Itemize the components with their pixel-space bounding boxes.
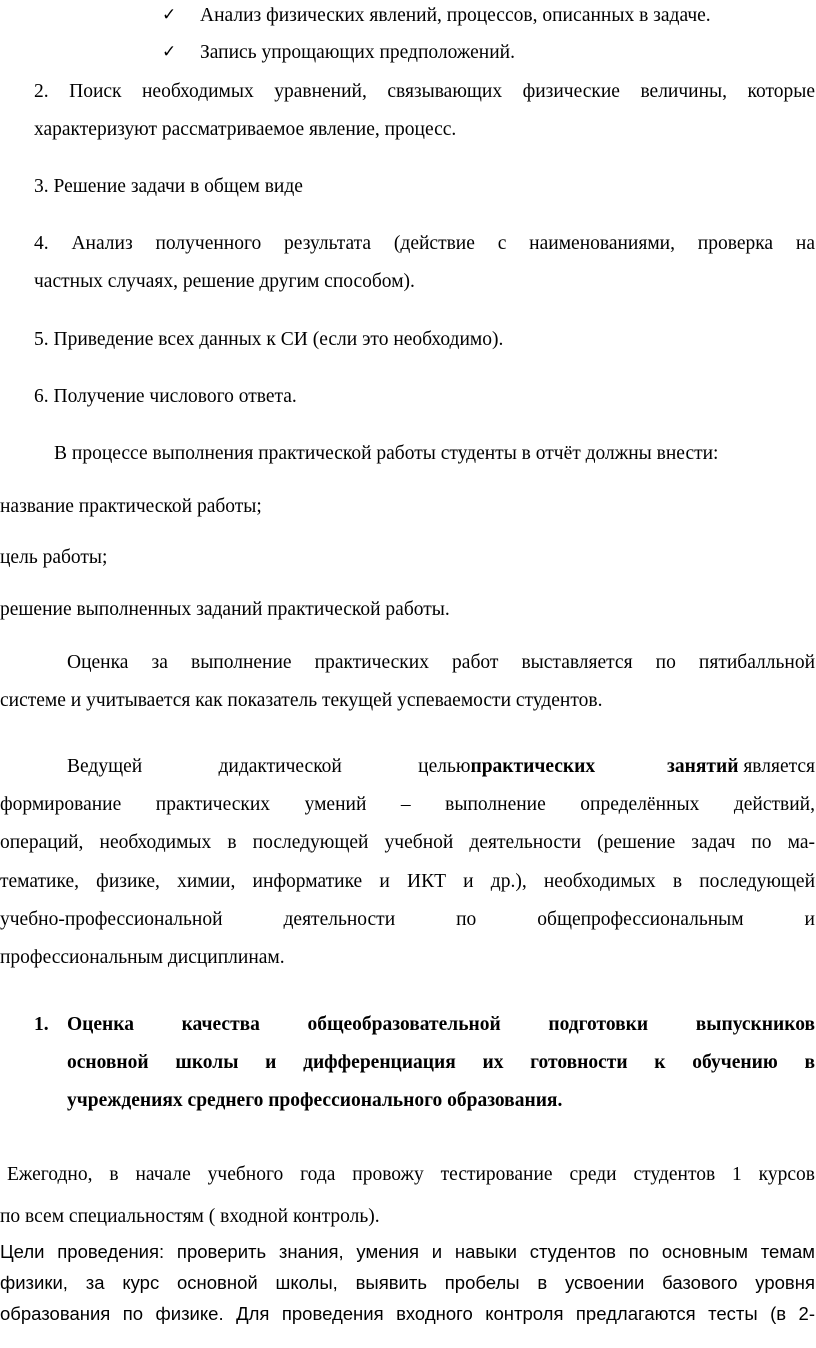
section-heading-line-3: учреждениях среднего профессионального образования. [67,1090,563,1111]
annual-line-1: Ежегодно, в начале учебного года провожу тестирование среди студентов 1 курсов [7,1164,815,1185]
section-heading-line-1: Оценка качества общеобразовательной подготовки выпускников [67,1014,815,1035]
goals-line-2: физики, за курс основной школы, выявить пробелы в усвоении базового уровня [0,1272,815,1293]
section-heading-line-2: основной школы и дифференциация их готовности к обучению в [67,1052,815,1073]
step-5: 5. Приведение всех данных к СИ (если это необходимо). [34,329,504,350]
didactic-line-6: профессиональным дисциплинам. [0,947,285,968]
checkmark-icon: ✓ [162,42,177,62]
bullet-item-2: Запись упрощающих предположений. [200,42,515,63]
grading-line-1: Оценка за выполнение практических работ выставляется по пятибалльной [67,652,815,673]
annual-line-2: по всем специальностям ( входной контроль). [0,1206,380,1227]
didactic-line-5: учебно-профессиональной деятельности по общепрофессиональным и [0,909,815,930]
goals-line-1: Цели проведения: проверить знания, умения и навыки студентов по основным темам [0,1241,815,1262]
report-intro: В процессе выполнения практической работы студенты в отчёт должны внести: [54,443,719,464]
step-2-line-1: 2. Поиск необходимых уравнений, связывающих физические величины, которые [34,81,815,102]
section-number: 1. [34,1014,49,1035]
step-6: 6. Получение числового ответа. [34,386,297,407]
report-item-1: название практической работы; [0,496,262,517]
didactic-line-4: тематике, физике, химии, информатике и ИКТ и др.), необходимых в последующей [0,871,815,892]
didactic-line-1 [67,755,815,779]
didactic-line-3: операций, необходимых в последующей учебной деятельности (решение задач по ма- [0,832,815,853]
didactic-tail: является [738,756,815,777]
step-4-line-1: 4. Анализ полученного результата (действие с наименованиями, проверка на [34,233,815,254]
didactic-line-2: формирование практических умений – выполнение определённых действий, [0,794,815,815]
goals-line-3: образования по физике. Для проведения входного контроля предлагаются тесты (в 2- [0,1303,815,1324]
bullet-item-1: Анализ физических явлений, процессов, описанных в задаче. [200,5,711,26]
step-4-line-2: частных случаях, решение другим способом). [34,271,415,292]
step-3: 3. Решение задачи в общем виде [34,176,303,197]
report-item-2: цель работы; [0,547,108,568]
didactic-lead: Ведущей дидактической целью [67,756,471,777]
step-2-line-2: характеризуют рассматриваемое явление, процесс. [34,119,457,140]
grading-line-2: системе и учитывается как показатель текущей успеваемости студентов. [0,690,603,711]
report-item-3: решение выполненных заданий практической работы. [0,599,450,620]
checkmark-icon: ✓ [162,5,177,25]
didactic-bold-term: практических занятий [470,756,739,777]
